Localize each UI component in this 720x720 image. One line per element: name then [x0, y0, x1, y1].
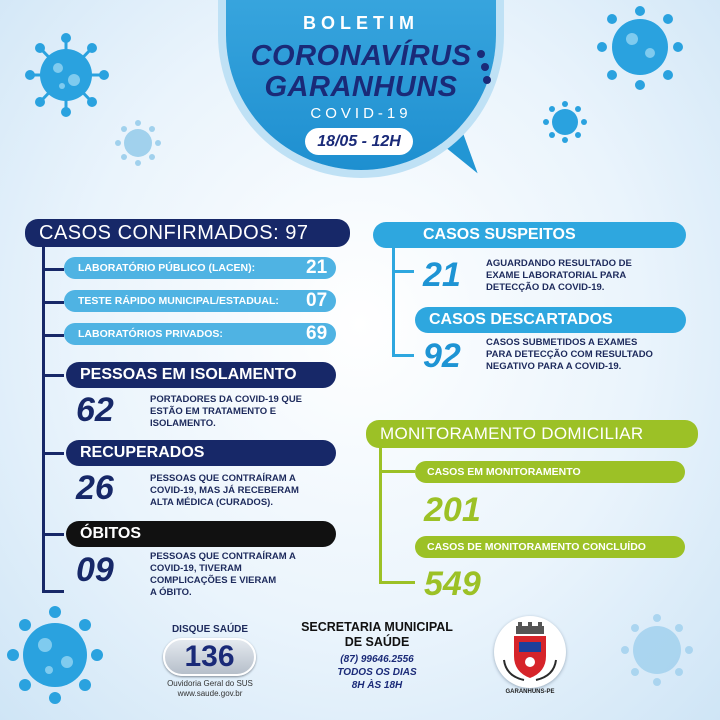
seal-caption: GARANHUNS-PE [505, 689, 555, 695]
suspected-value: 21 [423, 256, 461, 294]
discarded-value: 92 [423, 337, 461, 375]
green-connector-line [379, 436, 382, 584]
connector-tick [42, 452, 64, 455]
boletim-label: BOLETIM [303, 13, 419, 33]
phone-number: (87) 99646.2556 [340, 654, 414, 665]
virus-decoration-icon [5, 600, 115, 710]
in-monitoring-value: 201 [424, 491, 481, 529]
connector-tick [42, 590, 64, 593]
health-website-link[interactable]: www.saude.gov.br [177, 689, 243, 698]
connector-tick [42, 533, 64, 536]
virus-decoration-icon [615, 610, 705, 690]
disque-saude-label: DISQUE SAÚDE [171, 624, 249, 635]
rapid-test-pill: TESTE RÁPIDO MUNICIPAL/ESTADUAL: [64, 290, 336, 312]
coat-of-arms-icon [494, 616, 566, 688]
covid-subtitle: COVID-19 [310, 105, 412, 122]
connector-tick [379, 581, 415, 584]
date-badge: 18/05 - 12H [305, 128, 413, 155]
connector-tick [392, 270, 414, 273]
discarded-header: CASOS DESCARTADOS [415, 307, 686, 333]
connector-tick [42, 374, 64, 377]
private-labs-pill: LABORATÓRIOS PRIVADOS: [64, 323, 336, 345]
ouvidoria-label: Ouvidoria Geral do SUS [167, 679, 253, 688]
home-monitoring-header: MONITORAMENTO DOMICILIAR [366, 420, 698, 448]
connector-tick [42, 268, 64, 271]
discarded-description: CASOS SUBMETIDOS A EXAMES PARA DETECÇÃO COM RESULTADO NEGATIVO PARA A COVID-19. [486, 337, 653, 372]
isolation-header: PESSOAS EM ISOLAMENTO [66, 362, 336, 388]
hours-line-2: 8H ÀS 18H [351, 680, 403, 691]
left-connector-line [42, 240, 45, 592]
lacen-pill: LABORATÓRIO PÚBLICO (LACEN): [64, 257, 336, 279]
suspected-header: CASOS SUSPEITOS [373, 222, 686, 248]
deaths-description: PESSOAS QUE CONTRAÍRAM A COVID-19, TIVERAM COMPLICAÇÕES E VIERAM A ÓBITO. [150, 551, 296, 598]
in-monitoring-pill: CASOS EM MONITORAMENTO [415, 461, 685, 483]
isolation-description: PORTADORES DA COVID-19 QUE ESTÃO EM TRATAMENTO E ISOLAMENTO. [150, 394, 303, 429]
disque-saude-number: 136 [163, 638, 256, 676]
virus-decoration-icon [540, 100, 590, 145]
title-line-1: CORONAVÍRUS [250, 40, 472, 72]
lacen-value: 21 [306, 257, 328, 278]
deaths-header: ÓBITOS [66, 521, 336, 547]
connector-tick [379, 470, 415, 473]
isolation-value: 62 [76, 391, 114, 429]
recovered-header: RECUPERADOS [66, 440, 336, 466]
connector-tick [42, 334, 64, 337]
recovered-value: 26 [76, 469, 114, 507]
city-seal [494, 616, 566, 688]
rapid-test-value: 07 [306, 290, 328, 311]
connector-tick [392, 354, 414, 357]
monitoring-concluded-value: 549 [424, 565, 481, 603]
suspected-description: AGUARDANDO RESULTADO DE EXAME LABORATORIAL PARA DETECÇÃO DA COVID-19. [486, 258, 632, 293]
private-labs-value: 69 [306, 323, 328, 344]
confirmed-cases-header: CASOS CONFIRMADOS: 97 [25, 219, 350, 247]
monitoring-concluded-pill: CASOS DE MONITORAMENTO CONCLUÍDO [415, 536, 685, 558]
secretaria-title: SECRETARIA MUNICIPAL DE SAÚDE [301, 620, 453, 649]
connector-tick [42, 301, 64, 304]
hours-line-1: TODOS OS DIAS [337, 667, 417, 678]
right-connector-line [392, 236, 395, 356]
title-line-2: GARANHUNS [264, 71, 458, 103]
virus-decoration-icon [590, 5, 690, 95]
deaths-value: 09 [76, 551, 114, 589]
virus-decoration-icon [18, 30, 118, 120]
recovered-description: PESSOAS QUE CONTRAÍRAM A COVID-19, MAS JÁ RECEBERAM ALTA MÉDICA (CURADOS). [150, 473, 299, 508]
virus-decoration-icon [110, 118, 170, 168]
